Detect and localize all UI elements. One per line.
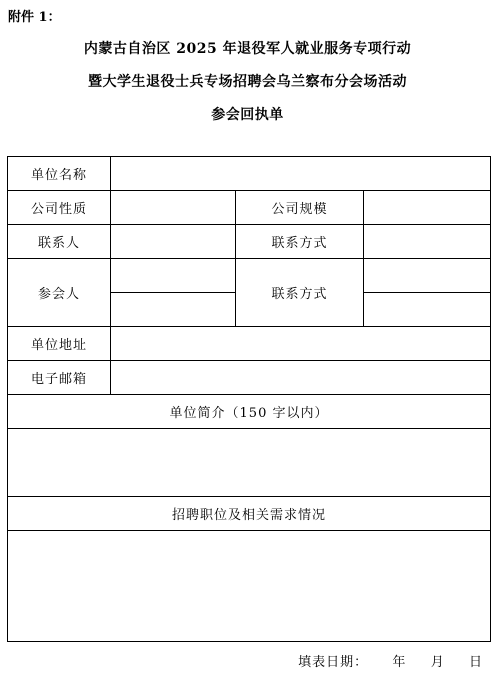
title-line-2: 暨大学生退役士兵专场招聘会乌兰察布分会场活动 xyxy=(88,74,407,90)
label-positions: 招聘职位及相关需求情况 xyxy=(8,497,491,531)
label-company-scale: 公司规模 xyxy=(236,191,364,225)
label-unit-name: 单位名称 xyxy=(8,157,111,191)
field-contact-person[interactable] xyxy=(111,225,236,259)
field-positions[interactable] xyxy=(8,531,491,642)
label-contact-method: 联系方式 xyxy=(236,225,364,259)
title-line-1: 内蒙古自治区 2025 年退役军人就业服务专项行动 xyxy=(83,41,412,57)
field-unit-name[interactable] xyxy=(111,157,491,191)
field-attendee-2[interactable] xyxy=(111,293,236,327)
field-attendee-contact-1[interactable] xyxy=(364,259,491,293)
field-email[interactable] xyxy=(111,361,491,395)
field-unit-address[interactable] xyxy=(111,327,491,361)
label-company-nature: 公司性质 xyxy=(8,191,111,225)
fill-date xyxy=(298,651,483,670)
title-line-3: 参会回执单 xyxy=(211,107,284,123)
fill-date-label: 填表日期： xyxy=(298,655,369,670)
field-attendee-1[interactable] xyxy=(111,259,236,293)
label-attendee: 参会人 xyxy=(8,259,111,327)
fill-date-month: 月 xyxy=(430,655,445,670)
field-company-scale[interactable] xyxy=(364,191,491,225)
label-unit-intro: 单位简介（150 字以内） xyxy=(8,395,491,429)
label-unit-address: 单位地址 xyxy=(8,327,111,361)
label-attendee-contact-method: 联系方式 xyxy=(236,259,364,327)
field-company-nature[interactable] xyxy=(111,191,236,225)
label-contact-person: 联系人 xyxy=(8,225,111,259)
fill-date-day: 日 xyxy=(468,655,483,670)
fill-date-year: 年 xyxy=(392,655,407,670)
field-contact-method[interactable] xyxy=(364,225,491,259)
registration-form-table xyxy=(7,156,491,642)
attachment-label: 附件 1： xyxy=(8,10,61,25)
field-unit-intro[interactable] xyxy=(8,429,491,497)
field-attendee-contact-2[interactable] xyxy=(364,293,491,327)
label-email: 电子邮箱 xyxy=(8,361,111,395)
